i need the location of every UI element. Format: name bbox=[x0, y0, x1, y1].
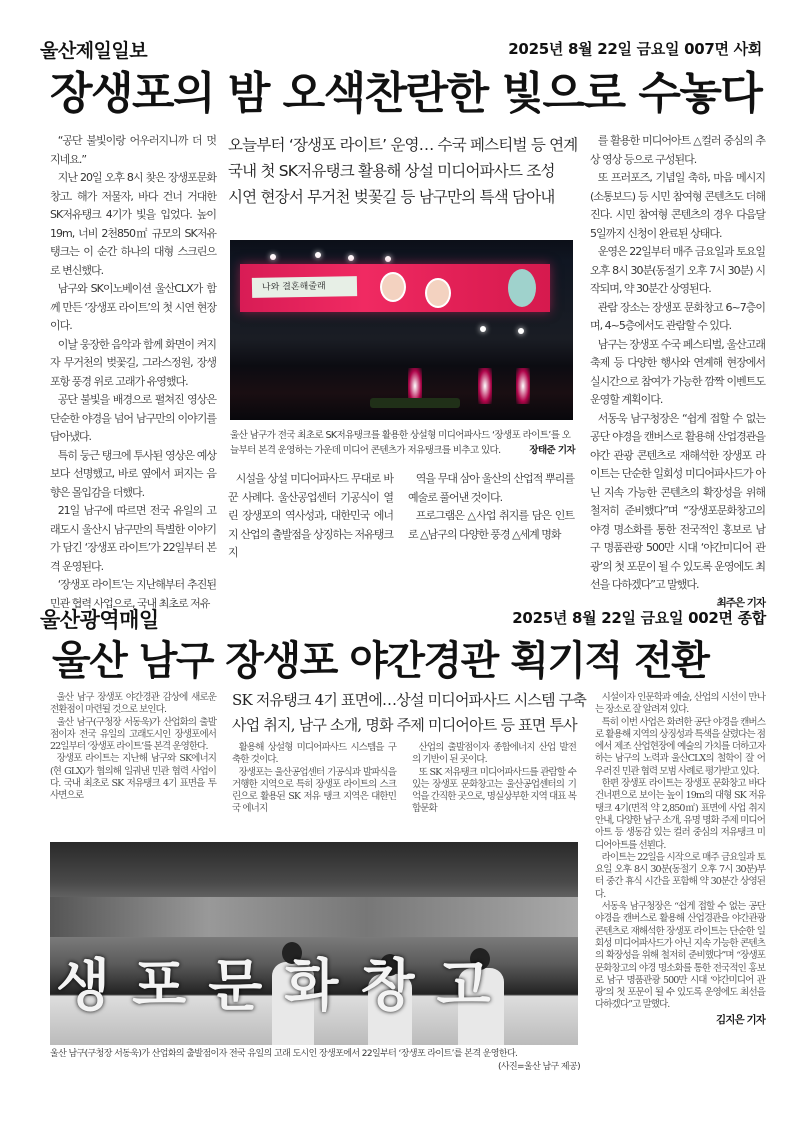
paragraph: 관람 장소는 장생포 문화창고 6~7층이며, 4~5층에서도 관람할 수 있다. bbox=[590, 300, 765, 332]
sign-photo bbox=[50, 842, 578, 1045]
article-column bbox=[228, 470, 393, 563]
paragraph: 지난 20일 오후 8시 찾은 장생포문화창고. 해가 저물자, 바다 건너 거대한 SK저유탱크 4기가 빛을 입었다. 높이 19m, 너비 2천850㎡ 규모의 SK저유탱크는 이 순간 하나의 대형 스크린으로 변신했다. bbox=[50, 171, 216, 277]
article-column bbox=[50, 132, 216, 613]
caption-text: 울산 남구(구청장 서동욱)가 산업화의 출발점이자 전국 유일의 고래 도시인 장생포에서 22일부터 ‘장생포 라이트’를 본격 운영한다. bbox=[50, 1049, 518, 1059]
projected-message: 나와 결혼해줄래 bbox=[252, 276, 357, 298]
article-column bbox=[50, 692, 216, 803]
paragraph: 라이트는 22일을 시작으로 매주 금요일과 토요일 오후 8시 30분(동절기 오후 7시 30분)부터 중간 휴식 시간을 포함해 약 30분간 상영된다. bbox=[595, 851, 765, 900]
paragraph: 활용해 상설형 미디어파사드 시스템을 구축한 것이다. bbox=[232, 742, 396, 766]
paragraph: 남구는 장생포 수국 페스티벌, 울산고래축제 등 다양한 행사와 연계해 현장에서 실시간으로 참여가 가능한 깜짝 이벤트도 운영할 계획이다. bbox=[590, 337, 765, 406]
paragraph: 운영은 22일부터 매주 금요일과 토요일 오후 8시 30분(동절기 오후 7시 30분) 시작되며, 약 30분간 상영된다. bbox=[590, 245, 765, 295]
subheading: SK 저유탱크 4기 표면에…상설 미디어파사드 시스템 구축 bbox=[232, 691, 587, 709]
article-column bbox=[412, 742, 576, 816]
paragraph: 프로그램은 △사업 취지를 담은 인트로 △남구의 다양한 풍경 △세계 명화 bbox=[408, 509, 574, 541]
paragraph: ‘장생포 라이트’는 지난해부터 추진된 민관 협력 사업으로, 국내 최초로 저유 bbox=[50, 578, 216, 610]
paragraph: 장생포는 울산공업센터 기공식과 발파식을 거행한 지역으로 특히 장생포 라이트의 스크린으로 활용된 SK 저유 탱크 지역은 대한민국 에너지 bbox=[232, 766, 396, 815]
subheading: 오늘부터 ‘장생포 라이트’ 운영… 수국 페스티벌 등 연계 bbox=[228, 136, 578, 154]
photo-credit: (사진=울산 남구 제공) bbox=[497, 1062, 580, 1072]
paragraph: 울산 남구(구청장 서동욱)가 산업화의 출발점이자 전국 유일의 고래도시인 장생포에서 22일부터 ‘장생포 라이트’를 본격 운영한다. bbox=[50, 716, 216, 753]
headline: 장생포의 밤 오색찬란한 빛으로 수놓다 bbox=[50, 68, 762, 119]
subheadings bbox=[232, 688, 587, 738]
paragraph: 남구와 SK이노베이션 울산CLX가 함께 만든 ‘장생포 라이트’의 첫 시연 현장이다. bbox=[50, 282, 216, 332]
paragraph: 또 프러포즈, 기념일 축하, 마음 메시지(소통보드) 등 시민 참여형 콘텐츠도 더해진다. 시민 참여형 콘텐츠의 경우 다음달 5일까지 신청이 완료된 상태다. bbox=[590, 171, 765, 240]
paragraph: 시설이자 인문학과 예술, 산업의 시선이 만나는 장소로 잘 알려져 있다. bbox=[595, 692, 765, 716]
paragraph: 를 활용한 미디어아트 △컬러 중심의 추상 영상 등으로 구성된다. bbox=[590, 134, 765, 166]
media-facade-projection bbox=[240, 264, 550, 312]
photo-caption bbox=[230, 428, 575, 458]
byline: 김지은 기자 bbox=[716, 1013, 765, 1026]
photo-credit: 장태준 기자 bbox=[529, 445, 575, 456]
paragraph: 울산 남구 장생포 야간경관 감상에 새로운 전환점이 마련될 것으로 보인다. bbox=[50, 692, 216, 716]
paragraph: 특히 이번 사업은 화려한 공단 야경을 캔버스로 활용해 지역의 상징성과 특색을 살렸다는 점에서 제조 산업현장에 예술의 가치를 더하고자 하는 남구의 노력과 울산CLX의 철학이 잘 어우러진 민관 협력 모범 사례로 평가받고 있다. bbox=[595, 716, 765, 777]
paragraph: 이날 웅장한 음악과 함께 화면이 켜지자 무거천의 벚꽃길, 그라스정원, 장생포항 풍경 위로 고래가 유영했다. bbox=[50, 337, 216, 388]
masthead: 울산제일일보 bbox=[40, 40, 148, 62]
photo-sign: 생포문화창고 bbox=[56, 954, 513, 1019]
paragraph: 장생포 라이트는 지난해 남구와 SK에너지(현 GLX)가 협의해 일궈낸 민관 협력 사업이다. 국내 최초로 SK 저유탱크 4기 표면을 투사면으로 bbox=[50, 753, 216, 802]
article-column bbox=[408, 470, 574, 544]
paragraph: 공단 불빛을 배경으로 펼쳐진 영상은 단순한 야경을 넘어 남구만의 이야기를 담아냈다. bbox=[50, 393, 216, 443]
paragraph: 서동욱 남구청장은 “쉽게 접할 수 없는 공단 야경을 캔버스로 활용해 산업경관을 야간관광 콘텐츠로 재해석한 장생포 라이트는 단순한 일회성 미디어파사드가 아닌 지속 가능한 콘텐츠의 확장성을 위해 철저히 준비했다”며 “장생포 문화창고의 야경 명소화를 통한 전국적인 홍보로 남구 명품관광 500만 시대 ‘야간미디어 관광’의 첫 포문이 될 수 있도록 운영에도 최선을 다하겠다”고 말했다. bbox=[595, 901, 765, 1011]
paragraph: 또 SK 저유탱크 미디어파사드를 관람할 수 있는 장생포 문화창고는 울산공업센터의 기억을 간직한 곳으로, 명실상부한 지역 대표 복합문화 bbox=[412, 766, 576, 815]
paragraph: 특히 둥근 탱크에 투사된 영상은 예상보다 선명했고, 바로 옆에서 퍼지는 음향은 몰입감을 더했다. bbox=[50, 448, 216, 499]
column-paragraphs bbox=[595, 692, 765, 1012]
subheading: 국내 첫 SK저유탱크 활용해 상설 미디어파사드 조성 bbox=[228, 162, 555, 180]
headline: 울산 남구 장생포 야간경관 획기적 전환 bbox=[52, 638, 709, 684]
paragraph: 산업의 출발점이자 종합에너지 산업 발전의 기반이 된 곳이다. bbox=[412, 742, 576, 766]
subheading: 시연 현장서 무거천 벚꽃길 등 남구만의 특색 담아내 bbox=[228, 188, 555, 206]
article-column bbox=[232, 742, 396, 816]
caption-text: 울산 남구가 전국 최초로 SK저유탱크를 활용한 상설형 미디어파사드 ‘장생포 라이트’를 오늘부터 본격 운영하는 가운데 미디어 콘텐츠가 저유탱크를 비추고 있다. bbox=[230, 430, 571, 456]
column-paragraphs bbox=[590, 132, 765, 595]
paragraph: 시설을 상설 미디어파사드 무대로 바꾼 사례다. 울산공업센터 기공식이 열린 장생포의 역사성과, 대한민국 에너지 산업의 출발점을 상징하는 저유탱크 지 bbox=[228, 472, 393, 559]
night-tank-photo bbox=[230, 240, 573, 420]
paragraph: 21일 남구에 따르면 전국 유일의 고래도시 울산시 남구만의 특별한 이야기가 담긴 ‘장생포 라이트’가 22일부터 본격 운영된다. bbox=[50, 504, 216, 573]
subheading: 사업 취지, 남구 소개, 명화 주제 미디어아트 등 표면 투사 bbox=[232, 716, 577, 734]
paragraph: “공단 불빛이랑 어우러지니까 더 멋지네요.” bbox=[50, 134, 216, 166]
masthead: 울산광역매일 bbox=[40, 608, 159, 632]
article-column bbox=[595, 692, 765, 1028]
photo-caption bbox=[50, 1048, 580, 1074]
article-column bbox=[590, 132, 765, 611]
byline: 최주은 기자 bbox=[716, 596, 765, 609]
paragraph: 서동욱 남구청장은 “쉽게 접할 수 없는 공단 야경을 캔버스로 활용해 산업경관을 야간 관광 콘텐츠로 재해석한 장생포 라이트는 단순한 일회성 미디어파사드가 아닌 지속 가능한 콘텐츠의 확장성을 위해 철저히 준비했다”며 “장생포문화창고의 야경 명소화를 통한 전국적인 홍보로 남구 명품관광 500만 시대 ‘야간미디어 관광’의 첫 포문이 될 수 있도록 운영에도 최선을 다하겠다”고 말했다. bbox=[590, 411, 765, 591]
paragraph: 한편 장생포 라이트는 장생포 문화창고 바다 건너편으로 보이는 높이 19m의 대형 SK 저유탱크 4기(면적 약 2,850㎡) 표면에 사업 취지 안내, 다양한 남구 소개, 유명 명화 주제 미디어 아트 등 생동감 있는 컬러 중심의 저유탱크 미디어아트를 선뵌다. bbox=[595, 778, 765, 851]
subheadings bbox=[228, 132, 578, 210]
dateline: 2025년 8월 22일 금요일 002면 종합 bbox=[512, 609, 766, 627]
dateline: 2025년 8월 22일 금요일 007면 사회 bbox=[508, 40, 762, 58]
paragraph: 역을 무대 삼아 울산의 산업적 뿌리를 예술로 풀어낸 것이다. bbox=[408, 472, 574, 504]
